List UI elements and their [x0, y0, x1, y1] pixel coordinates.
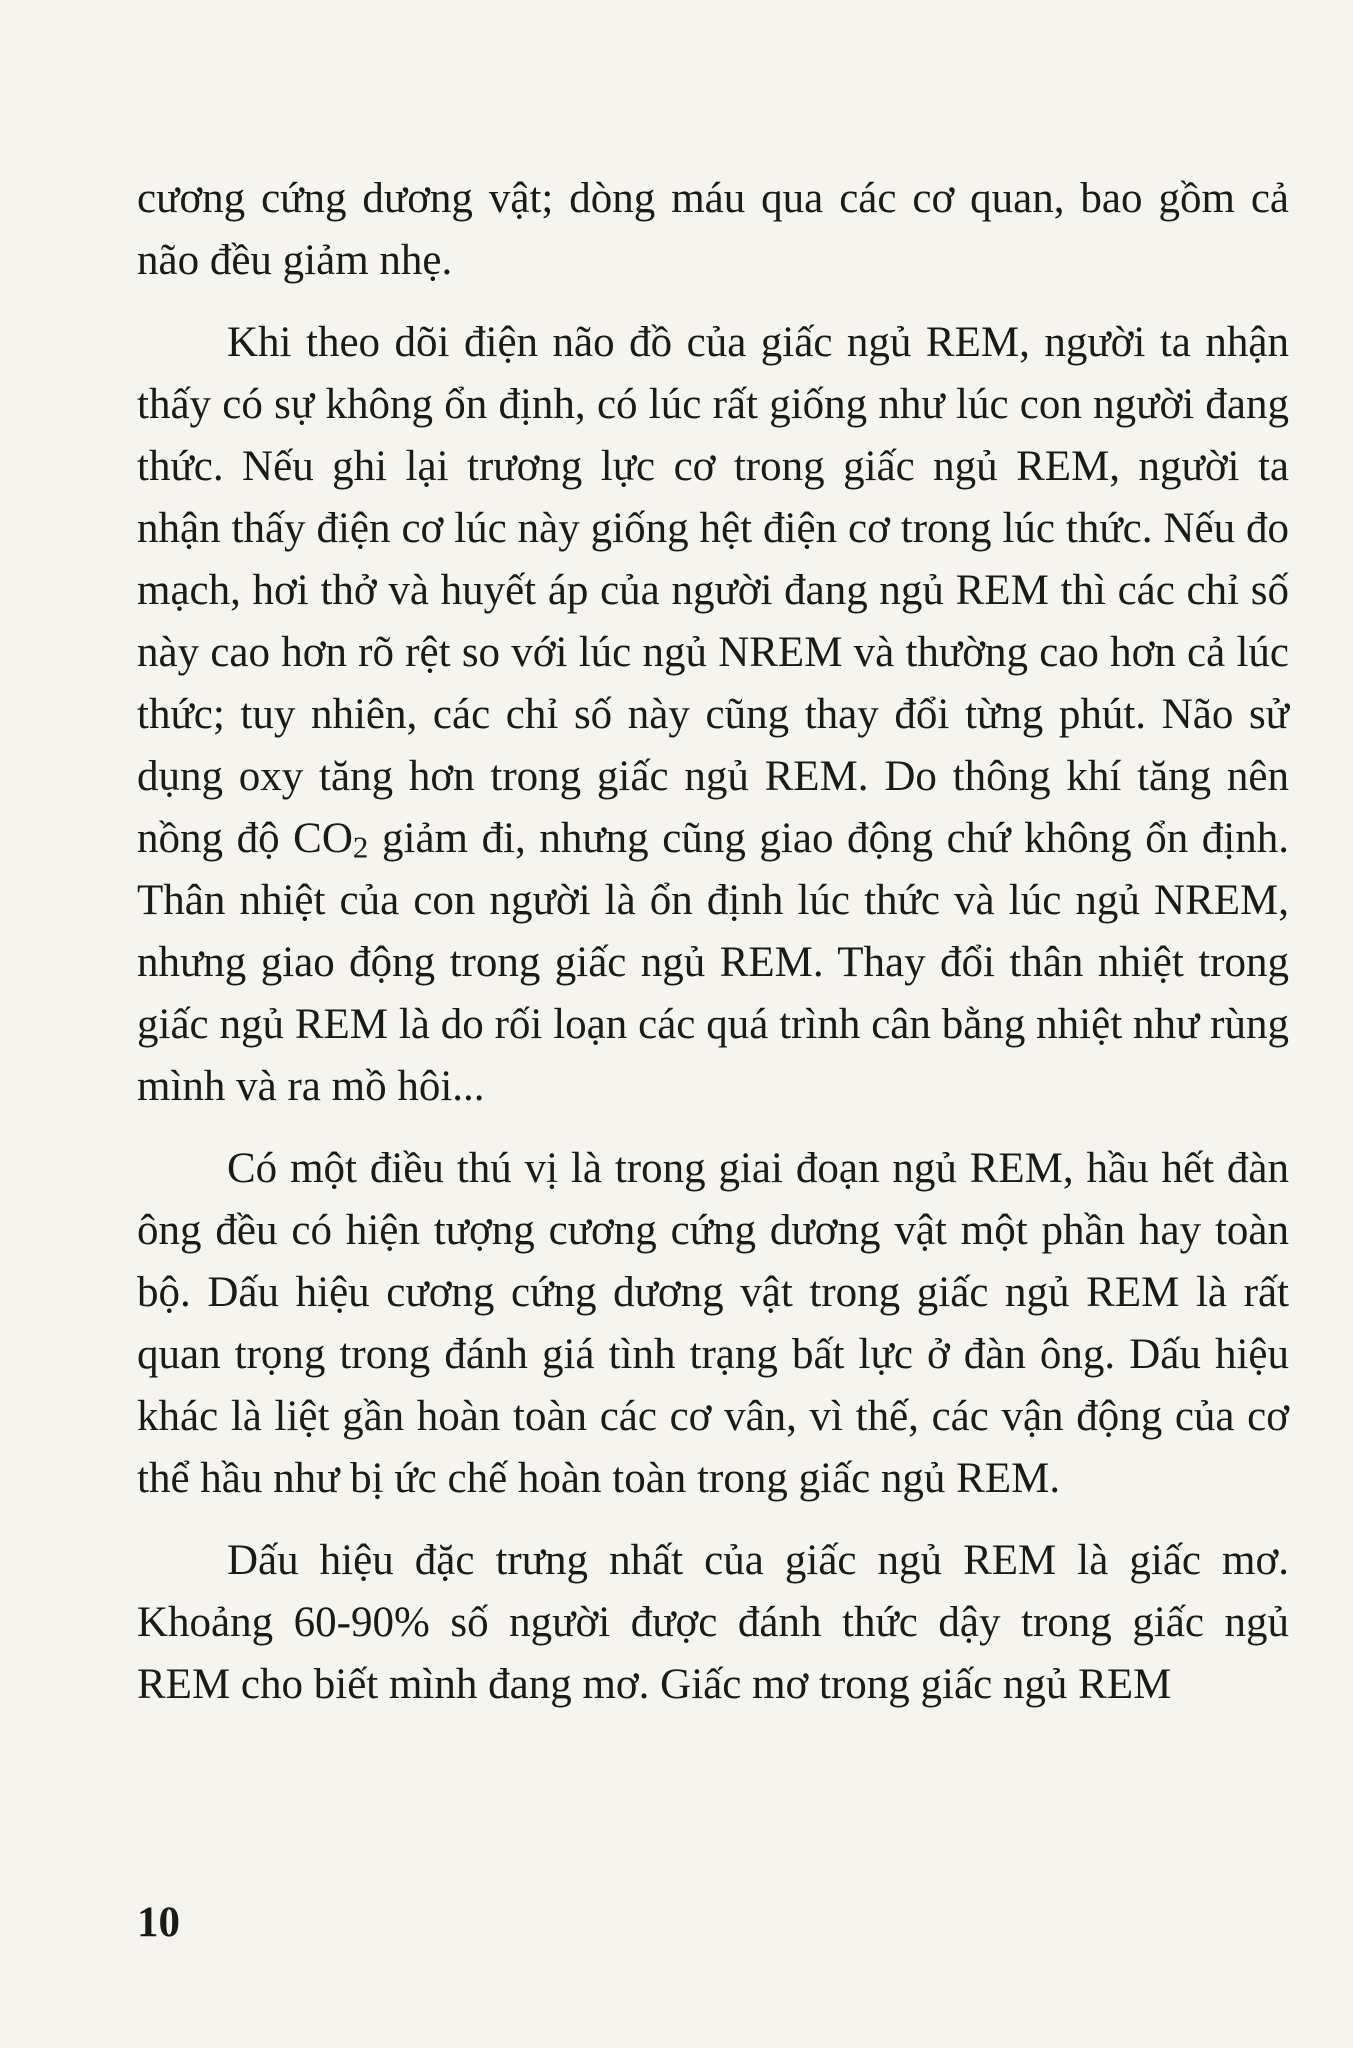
paragraph-continuation: cương cứng dương vật; dòng máu qua các cơ quan, bao gồm cả não đều giảm nhẹ. — [137, 175, 1289, 284]
paragraph-rem-dreams: Dấu hiệu đặc trưng nhất của giấc ngủ REM là giấc mơ. Khoảng 60-90% số người được đánh thức dậy trong giấc ngủ REM cho biết mình đang mơ. Giấc mơ trong giấc ngủ REM — [137, 1537, 1289, 1708]
page-number: 10 — [137, 1899, 180, 1946]
body-text — [137, 168, 1289, 1716]
paragraph-rem-eeg — [137, 312, 1289, 1118]
paragraph-text-part: giảm đi, nhưng cũng giao động chứ không ổn định. Thân nhiệt của con người là ổn định lúc thức và lúc ngủ NREM, nhưng giao động trong giấc ngủ REM. Thay đổi thân nhiệt trong giấc ngủ REM là do rối loạn các quá trình cân bằng nhiệt như rùng mình và ra mồ hôi... — [137, 815, 1290, 1110]
paragraph-text-part: Khi theo dõi điện não đồ của giấc ngủ REM, người ta nhận thấy có sự không ổn định, có lúc rất giống như lúc con người đang thức. Nếu ghi lại trương lực cơ trong giấc ngủ REM, người ta nhận thấy điện cơ lúc này giống hệt điện cơ trong lúc thức. Nếu đo mạch, hơi thở và huyết áp của người đang ngủ REM thì các chỉ số này cao hơn rõ rệt so với lúc ngủ NREM và thường cao hơn cả lúc thức; tuy nhiên, các chỉ số này cũng thay đổi từng phút. Não sử dụng oxy tăng hơn trong giấc ngủ REM. Do thông khí tăng nên nồng độ CO — [137, 319, 1289, 862]
paragraph-rem-erection: Có một điều thú vị là trong giai đoạn ngủ REM, hầu hết đàn ông đều có hiện tượng cương cứng dương vật một phần hay toàn bộ. Dấu hiệu cương cứng dương vật trong giấc ngủ REM là rất quan trọng trong đánh giá tình trạng bất lực ở đàn ông. Dấu hiệu khác là liệt gần hoàn toàn các cơ vân, vì thế, các vận động của cơ thể hầu như bị ức chế hoàn toàn trong giấc ngủ REM. — [137, 1145, 1289, 1502]
subscript-2: 2 — [352, 829, 369, 865]
